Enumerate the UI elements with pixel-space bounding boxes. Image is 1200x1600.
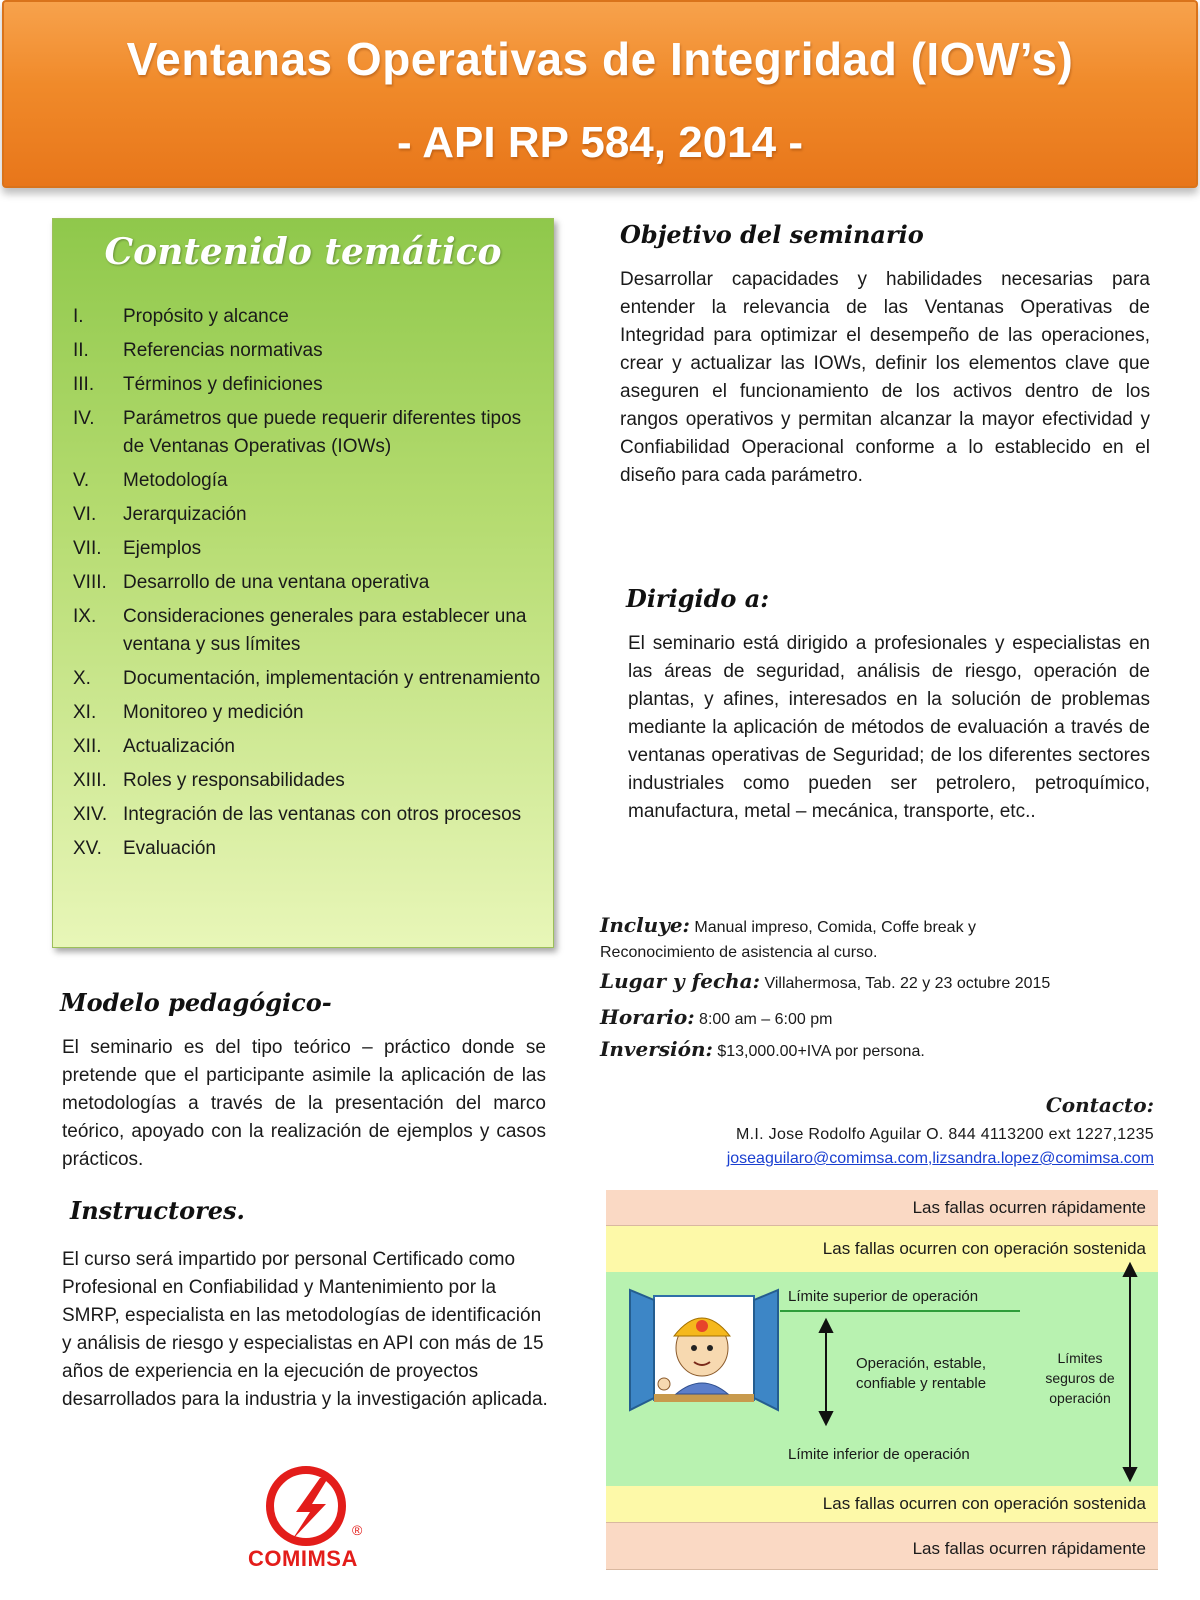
instructores-text: El curso será impartido por personal Certificado como Profesional en Confiabilidad y Mantenimiento por la SMRP, especialista en las metodologías de identificación y análisis de riesgo y especialistas en API con más de 15 años de experiencia en la ejecución de proyectos desarrollados para la industria y la investigación aplicada. [62,1249,548,1410]
safe-limits-line-2: seguros de [1045,1370,1115,1386]
center-double-arrow [820,1320,832,1424]
incluye-value-2: Reconocimiento de asistencia al curso. [600,944,878,961]
contenido-item-number: XV. [73,838,102,859]
contenido-item-number: VIII. [73,572,107,593]
operating-window-diagram [606,1190,1158,1570]
contenido-item-text: Propósito y alcance [123,306,289,327]
page-subtitle: - API RP 584, 2014 - [397,118,803,167]
contenido-item [73,801,543,829]
inversion-label: Inversión: [600,1037,713,1061]
contenido-item [73,467,543,495]
contenido-item [73,665,543,693]
email-link-jose[interactable]: joseaguilaro@comimsa.com [726,1150,928,1167]
contenido-item [73,835,543,863]
contenido-item [73,371,543,399]
contenido-item [73,337,543,365]
email-separator: , [927,1150,933,1167]
contenido-item-text: Actualización [123,736,235,757]
objetivo-heading: Objetivo del seminario [620,220,924,249]
contenido-tematico-box [52,218,554,948]
modelo-heading: Modelo pedagógico- [60,988,332,1017]
contenido-item-text: Integración de las ventanas con otros procesos [123,804,522,825]
contenido-item [73,603,543,659]
contenido-item-number: XI. [73,702,97,723]
lower-limit-label: Límite inferior de operación [788,1446,970,1463]
contenido-item-number: XIV. [73,804,108,825]
safe-limits-line-1: Límites [1057,1350,1103,1366]
instructores-heading: Instructores. [70,1196,245,1225]
incluye-value: Manual impreso, Comida, Coffe break y [694,919,977,936]
inversion-value: $13,000.00+IVA por persona. [717,1043,925,1060]
lugar-label: Lugar y fecha: [600,969,761,993]
contacto-name: M.I. Jose Rodolfo Aguilar O. 844 4113200 ext 1227,1235 [736,1126,1154,1143]
contenido-item-text: Evaluación [123,838,216,859]
contenido-item-number: II. [73,340,89,361]
contenido-item-number: IX. [73,606,97,627]
contenido-item [73,767,543,795]
contenido-item-text: Roles y responsabilidades [123,770,345,791]
stable-operation-line-2: confiable y rentable [855,1375,987,1392]
comimsa-logo [244,1464,384,1574]
contenido-title: Contenido temático [104,231,502,273]
lugar-value: Villahermosa, Tab. 22 y 23 octubre 2015 [764,975,1051,992]
right-double-arrow [1124,1264,1136,1480]
contenido-item-number: VI. [73,504,97,525]
band-top-fast-failure: Las fallas ocurren rápidamente [606,1190,1158,1226]
worker-window-illustration [624,1286,784,1416]
contenido-item-number: XIII. [73,770,107,791]
comimsa-wordmark: COMIMSA [248,1546,358,1571]
band-bottom-sustained-failure: Las fallas ocurren con operación sostenida [606,1486,1158,1522]
contenido-item-number: V. [73,470,90,491]
contenido-item-number: IV. [73,408,95,429]
contenido-item [73,405,543,461]
contenido-item-number: XII. [73,736,102,757]
horario-value: 8:00 am – 6:00 pm [699,1011,833,1028]
contenido-item-text: Consideraciones generales para establecer una ventana y sus límites [123,606,527,655]
contenido-item [73,733,543,761]
contenido-item-text: Referencias normativas [123,340,323,361]
contenido-item-text: Monitoreo y medición [123,702,304,723]
safe-limits-line-3: operación [1049,1390,1111,1406]
contenido-item-number: X. [73,668,91,689]
band-bottom-fast-failure: Las fallas ocurren rápidamente [606,1522,1158,1570]
contenido-item-number: VII. [73,538,102,559]
lugar-row [600,968,1050,997]
contacto-emails [727,1150,1154,1168]
band-top-sustained-failure: Las fallas ocurren con operación sostenida [606,1226,1158,1272]
contenido-item-text: Términos y definiciones [123,374,323,395]
header-banner [2,0,1198,188]
contenido-list [73,303,543,869]
stable-operation-line-1: Operación, estable, [855,1355,987,1372]
dirigido-text: El seminario está dirigido a profesionales y especialistas en las áreas de seguridad, análisis de riesgo, operación de plantas, y afines, interesados en la solución de problemas mediante la aplicación de métodos de evaluación a través de ventanas operativas de Seguridad; de los diferentes sectores industriales como pueden ser petrolero, petroquímico, manufactura, metal – mecánica, transporte, etc.. [628,633,1150,822]
contenido-item-text: Parámetros que puede requerir diferentes tipos de Ventanas Operativas (IOWs) [123,408,522,457]
contenido-item-number: III. [73,374,95,395]
contacto-heading: Contacto: [1045,1093,1154,1117]
incluye-row-2 [600,940,877,966]
contenido-item-text: Metodología [123,470,228,491]
email-link-lizsandra[interactable]: lizsandra.lopez@comimsa.com [932,1150,1154,1167]
registered-mark: ® [352,1522,363,1538]
incluye-label: Incluye: [600,913,690,937]
objetivo-text: Desarrollar capacidades y habilidades necesarias para entender la relevancia de las Ventanas Operativas de Integridad para optimizar el desempeño de las operaciones, crear y actualizar las IOWs, definir los elementos clave que aseguren el funcionamiento de los activos dentro de los rangos operativos y permitan alcanzar la mayor efectividad y Confiabilidad Operacional conforme a lo establecido en el diseño para cada parámetro. [620,269,1150,486]
contenido-item [73,501,543,529]
horario-label: Horario: [600,1005,695,1029]
contenido-item [73,303,543,331]
contenido-item [73,699,543,727]
inversion-row [600,1036,925,1065]
contenido-item-text: Desarrollo de una ventana operativa [123,572,430,593]
contenido-item-text: Ejemplos [123,538,202,559]
contenido-item-number: I. [73,306,84,327]
contenido-item-text: Documentación, implementación y entrenamiento [123,668,541,689]
dirigido-heading: Dirigido a: [626,584,770,613]
horario-row [600,1004,832,1033]
contenido-item [73,569,543,597]
contenido-item-text: Jerarquización [123,504,247,525]
modelo-text: El seminario es del tipo teórico – práctico donde se pretende que el participante asimile la aplicación de las metodologías a través de la presentación del marco teórico, apoyado con la realización de ejemplos y casos prácticos. [62,1037,546,1170]
upper-limit-label: Límite superior de operación [788,1288,979,1305]
incluye-row [600,912,976,941]
page-title: Ventanas Operativas de Integridad (IOW’s) [126,33,1074,85]
contenido-item [73,535,543,563]
